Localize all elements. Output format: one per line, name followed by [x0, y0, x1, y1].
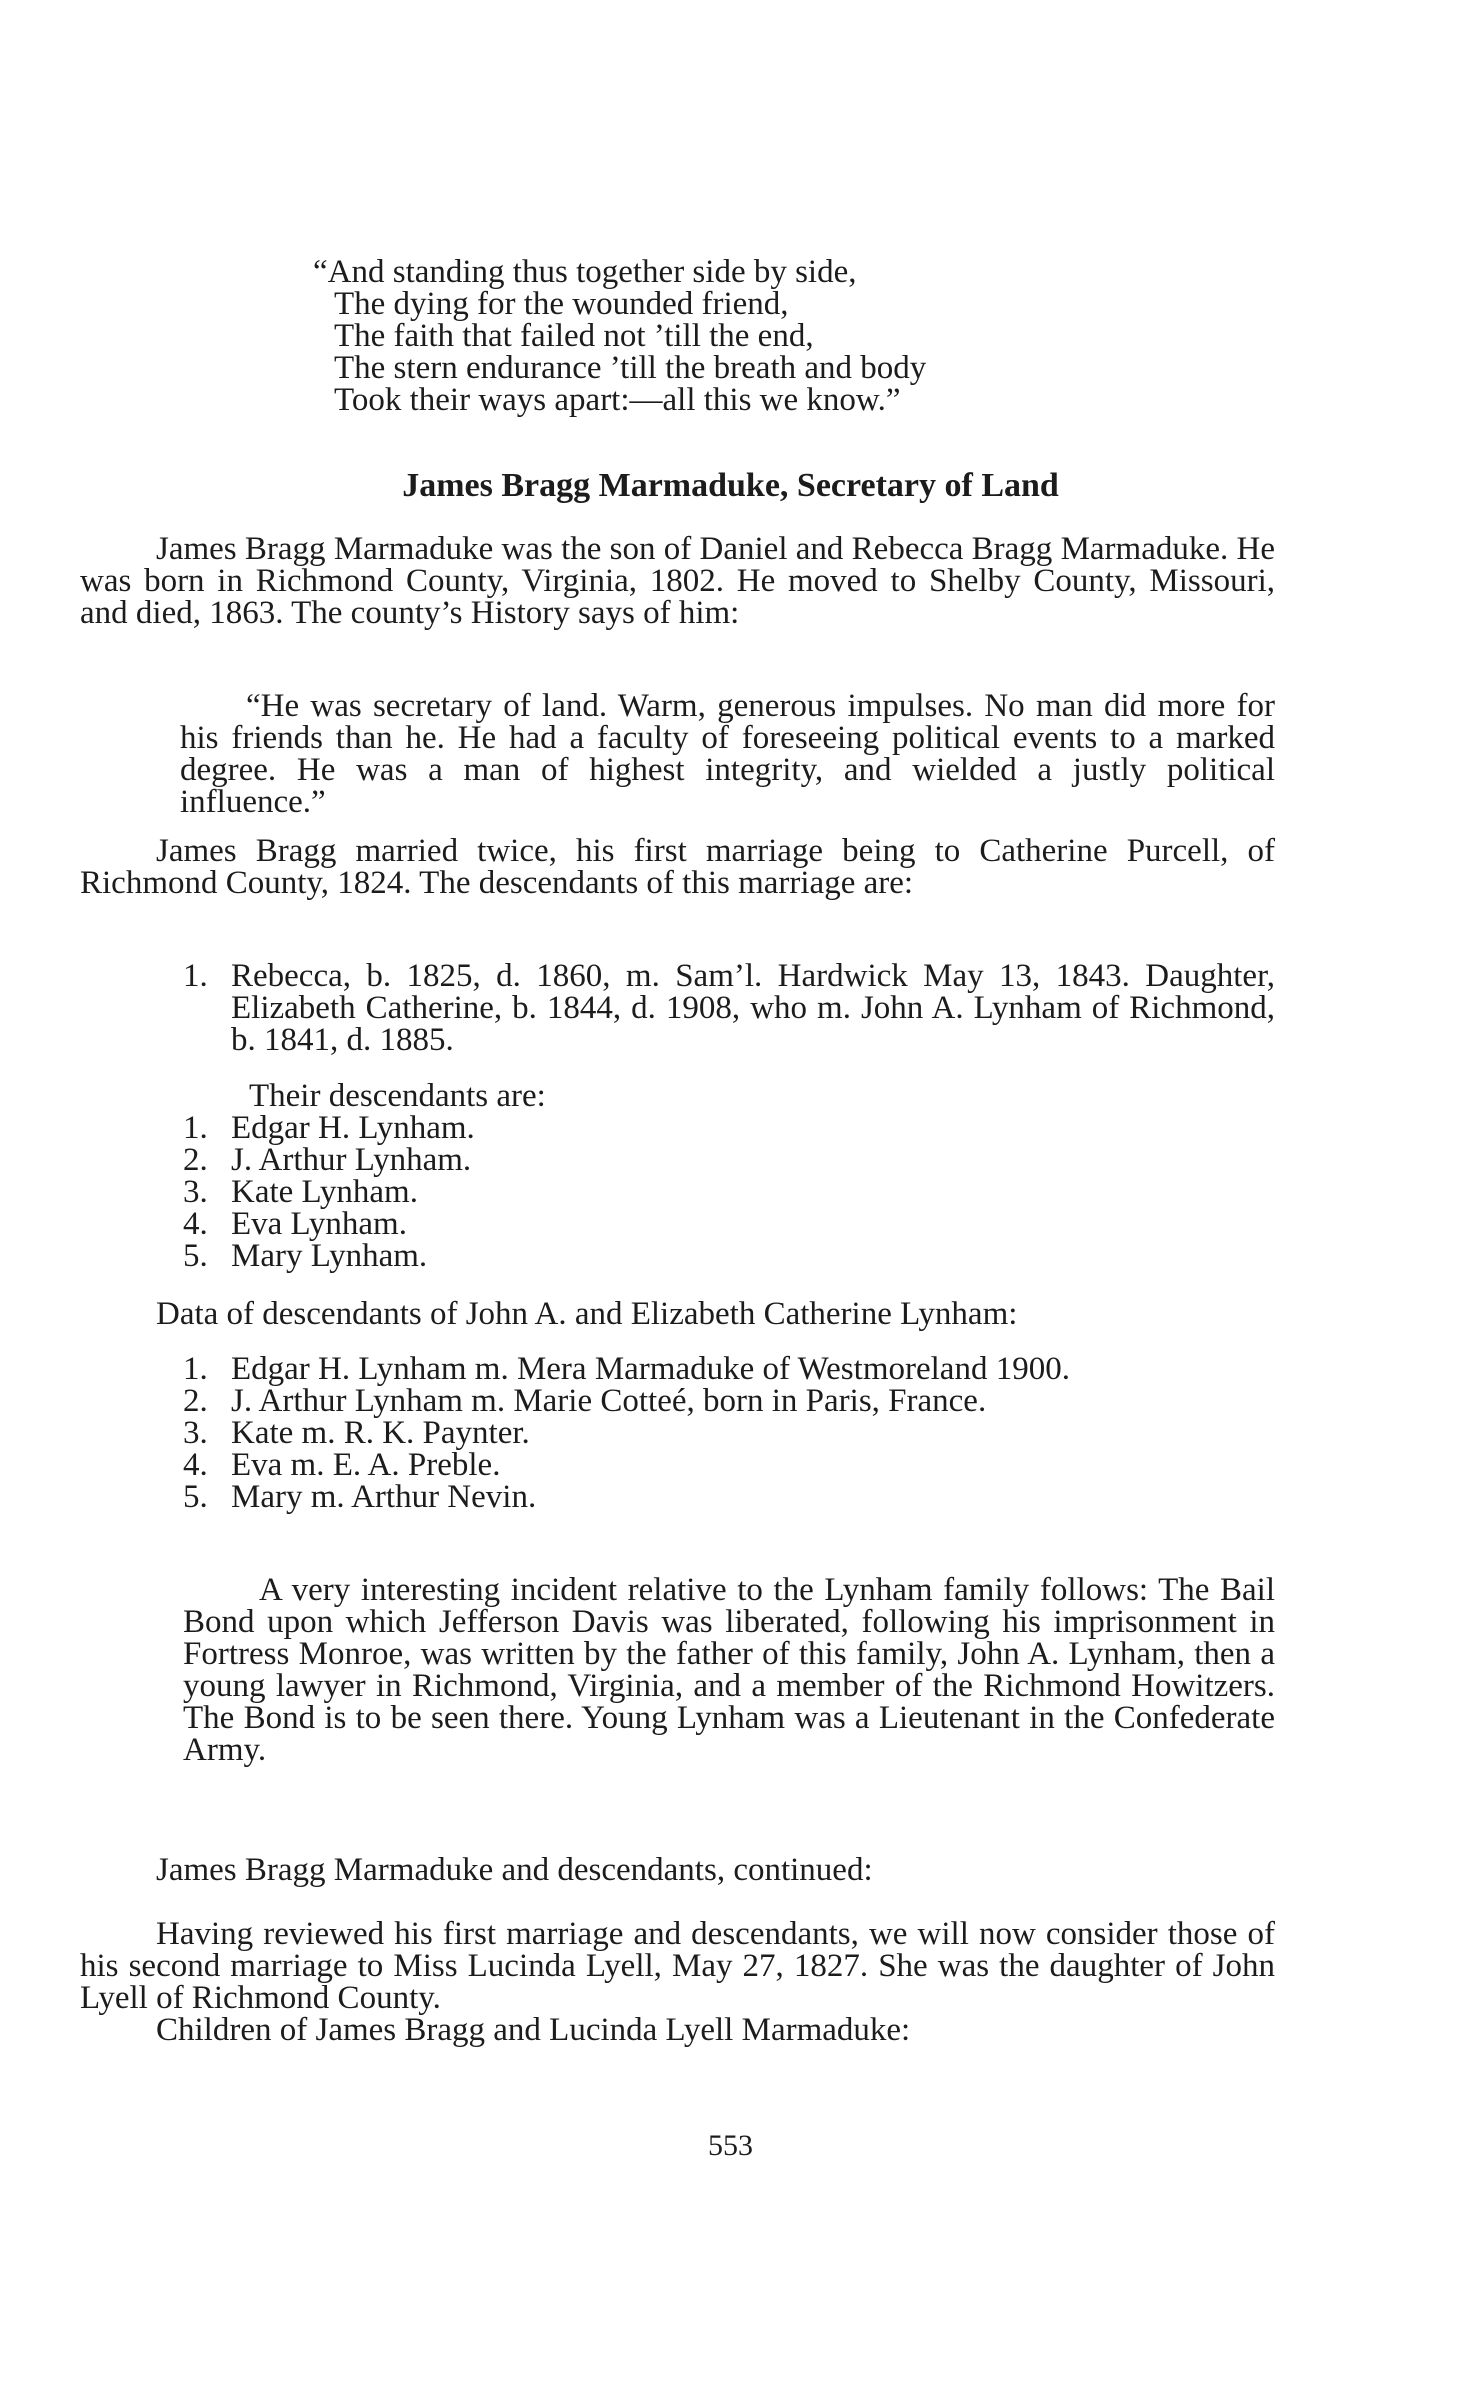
poem-stanza: [313, 256, 1133, 416]
list-text: Mary m. Arthur Nevin.: [231, 1479, 537, 1515]
list-item: [183, 1176, 783, 1208]
descendants-intro: Their descendants are:: [249, 1078, 546, 1114]
list-text: Rebecca, b. 1825, d. 1860, m. Sam’l. Hardwick May 13, 1843. Daughter, Elizabeth Catherine, b. 1844, d. 1908, who m. John A. Lynham of Richmond, b. 1841, d. 1885.: [231, 958, 1275, 1058]
list-item: [183, 1353, 1275, 1385]
list-item: [183, 1481, 1275, 1513]
list-text: Edgar H. Lynham m. Mera Marmaduke of Westmoreland 1900.: [231, 1351, 1070, 1387]
list-text: J. Arthur Lynham m. Marie Cotteé, born in Paris, France.: [231, 1383, 987, 1419]
list-item: [183, 1144, 783, 1176]
list-number: 2.: [183, 1383, 208, 1419]
list-text: Eva m. E. A. Preble.: [231, 1447, 501, 1483]
list-number: 3.: [183, 1415, 208, 1451]
list-item: [183, 1449, 1275, 1481]
lynham-descendants-list: [183, 1080, 783, 1272]
list-text: J. Arthur Lynham.: [231, 1142, 472, 1178]
list-text: Kate Lynham.: [231, 1174, 418, 1210]
list-text: Kate m. R. K. Paynter.: [231, 1415, 530, 1451]
paragraph-text: James Bragg Marmaduke was the son of Daniel and Rebecca Bragg Marmaduke. He was born in Richmond County, Virginia, 1802. He moved to Shelby County, Missouri, and died, 1863. The county’s History says of him:: [80, 531, 1275, 631]
paragraph-text: Having reviewed his first marriage and descendants, we will now consider those of his second marriage to Miss Lucinda Lyell, May 27, 1827. She was the daughter of John Lyell of Richmond County.: [80, 1916, 1275, 2016]
history-quote: [180, 690, 1275, 818]
poem-line: The faith that failed not ’till the end,: [334, 318, 814, 354]
list-number: 3.: [183, 1174, 208, 1210]
lynham-marriages-list: [183, 1353, 1275, 1513]
list-item: [183, 1240, 783, 1272]
poem-line: “And standing thus together side by side,: [313, 254, 857, 290]
list-number: 1.: [183, 1110, 208, 1146]
page-number: 553: [708, 2129, 753, 2162]
list-item: [183, 960, 1275, 1056]
poem-line: The stern endurance ’till the breath and body: [334, 350, 927, 386]
list-text: Eva Lynham.: [231, 1206, 407, 1242]
section-heading: James Bragg Marmaduke, Secretary of Land: [402, 467, 1059, 504]
bail-bond-paragraph: [183, 1574, 1275, 1766]
list-item: [183, 1208, 783, 1240]
continued-heading: James Bragg Marmaduke and descendants, continued:: [156, 1852, 873, 1888]
quote-text: “He was secretary of land. Warm, generous impulses. No man did more for his friends than he. He had a faculty of foreseeing political events to a marked degree. He was a man of highest integrity, and wielded a justly political influence.”: [180, 688, 1275, 820]
paragraph-text: James Bragg married twice, his first marriage being to Catherine Purcell, of Richmond County, 1824. The descendants of this marriage are:: [80, 833, 1275, 901]
poem-line: Took their ways apart:—all this we know.”: [334, 382, 901, 418]
first-marriage-descendants-list: [183, 960, 1275, 1056]
list-item: [183, 1417, 1275, 1449]
list-text: Mary Lynham.: [231, 1238, 428, 1274]
list-number: 5.: [183, 1238, 208, 1274]
list-number: 4.: [183, 1447, 208, 1483]
children-heading: Children of James Bragg and Lucinda Lyell Marmaduke:: [156, 2012, 911, 2048]
list-text: Edgar H. Lynham.: [231, 1110, 475, 1146]
poem-line: The dying for the wounded friend,: [334, 286, 789, 322]
list-number: 1.: [183, 1351, 208, 1387]
list-number: 5.: [183, 1479, 208, 1515]
list-item: [183, 1385, 1275, 1417]
data-heading: Data of descendants of John A. and Elizabeth Catherine Lynham:: [156, 1296, 1018, 1332]
list-number: 1.: [183, 958, 208, 994]
intro-paragraph: [80, 533, 1275, 629]
list-number: 4.: [183, 1206, 208, 1242]
list-item: [183, 1112, 783, 1144]
second-marriage-paragraph: [80, 1918, 1275, 2014]
paragraph-text: A very interesting incident relative to the Lynham family follows: The Bail Bond upon which Jefferson Davis was liberated, following his imprisonment in Fortress Monroe, was written by the father of this family, John A. Lynham, then a young lawyer in Richmond, Virginia, and a member of the Richmond Howitzers. The Bond is to be seen there. Young Lynham was a Lieutenant in the Confederate Army.: [183, 1572, 1275, 1768]
list-number: 2.: [183, 1142, 208, 1178]
marriage-paragraph: [80, 835, 1275, 899]
